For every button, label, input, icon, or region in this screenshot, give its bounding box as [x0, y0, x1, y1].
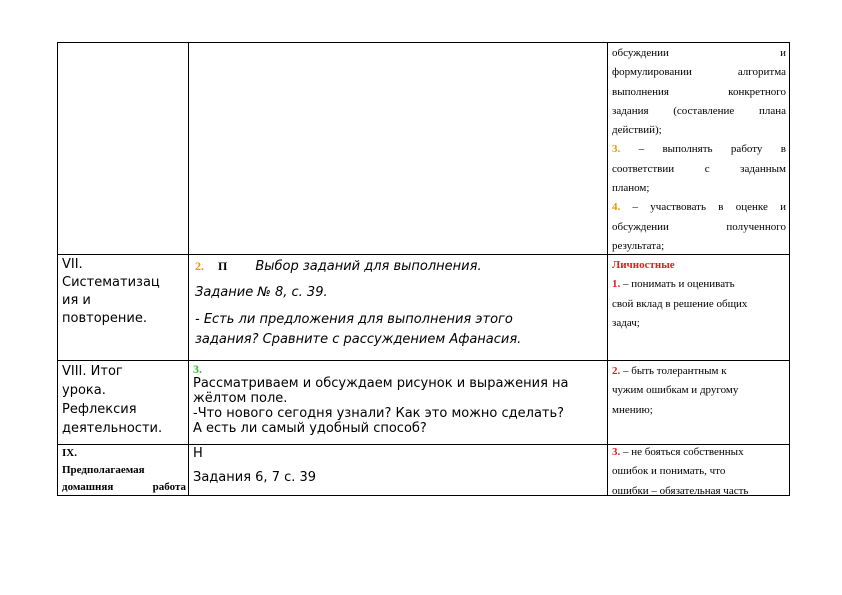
row2-question-line: задания? Сравните с рассуждением Афанасия.	[195, 332, 522, 347]
row2-stage-cell	[62, 256, 186, 328]
row3-body-line: Рассматриваем и обсуждаем рисунок и выражения на	[193, 376, 569, 391]
stage-line: VII.	[62, 257, 83, 272]
row2-task-title: Выбор заданий для выполнения.	[255, 259, 482, 274]
right-number: 2.	[612, 365, 621, 377]
personal-heading: Личностные	[612, 259, 675, 271]
row1-item4-line: результата;	[612, 239, 665, 252]
right-number: 3.	[612, 446, 621, 458]
row4-task: Задания 6, 7 с. 39	[193, 470, 317, 485]
row1-item3-line: соответствии с заданным	[612, 162, 786, 175]
row2-content-cell	[195, 256, 605, 350]
item4-text: – участвовать в оценке и	[620, 201, 786, 214]
stage-line: Рефлексия	[62, 402, 137, 417]
row1-line: действий);	[612, 124, 662, 137]
row2-right-cell	[612, 256, 786, 333]
row4-right-line: ошибок и понимать, что	[612, 465, 726, 478]
row3-right-line	[612, 362, 786, 381]
row3-number: 3.	[193, 362, 202, 376]
row3-right-line: мнению;	[612, 403, 653, 416]
row3-content-cell	[193, 362, 605, 436]
row3-body-line: А есть ли самый удобный способ?	[193, 421, 427, 436]
row2-task-ref: Задание № 8, с. 39.	[195, 285, 328, 300]
item3-text: – выполнять работу в	[620, 143, 786, 156]
row3-body-line: жёлтом поле.	[193, 391, 288, 406]
item3-number: 3.	[612, 143, 621, 156]
row2-number: 2.	[195, 259, 204, 273]
row2-question-line: - Есть ли предложения для выполнения этого	[195, 312, 513, 327]
row1-item3-line	[612, 140, 786, 159]
stage-line: VIII. Итог	[62, 364, 123, 379]
col-divider-2	[607, 43, 608, 495]
row1-item4-line: обсуждении полученного	[612, 220, 786, 233]
row4-stage-cell	[62, 445, 186, 496]
row1-line: обсуждении и	[612, 47, 786, 59]
row1-line: задания (составление плана	[612, 104, 786, 117]
row2-right-line: задач;	[612, 316, 640, 329]
col-divider-1	[188, 43, 189, 495]
lesson-table	[57, 42, 790, 496]
row4-content-cell	[193, 445, 605, 486]
row3-right-line: чужим ошибкам и другому	[612, 384, 739, 397]
row4-right-cell	[612, 443, 786, 501]
right-text: – не бояться собственных	[620, 446, 744, 458]
row2-right-line	[612, 275, 786, 294]
right-text: – быть толерантным к	[620, 365, 727, 377]
row1-item4-line	[612, 198, 786, 217]
stage-line: ия и	[62, 293, 91, 308]
row4-letter: Н	[193, 446, 203, 461]
row3-right-cell	[612, 362, 786, 420]
row-divider-2	[58, 360, 789, 361]
row3-body-line: -Что нового сегодня узнали? Как это можно сделать?	[193, 406, 565, 421]
stage-line: повторение.	[62, 311, 147, 326]
row3-stage-cell	[62, 362, 186, 438]
stage-line: IX.	[62, 447, 77, 459]
stage-line: домашняя работа	[62, 481, 186, 493]
row2-letter: П	[218, 259, 228, 273]
row1-line: выполнения конкретного	[612, 85, 786, 98]
stage-line: деятельности.	[62, 421, 163, 436]
stage-line: урока.	[62, 383, 106, 398]
right-number: 1.	[612, 278, 621, 291]
row2-right-line: свой вклад в решение общих	[612, 297, 748, 310]
stage-line: Систематизац	[62, 275, 160, 290]
right-text: – понимать и оценивать	[620, 278, 735, 291]
row1-item3-line: планом;	[612, 182, 650, 195]
stage-line: Предполагаемая	[62, 464, 145, 476]
item4-number: 4.	[612, 201, 621, 214]
row4-right-line: ошибки – обязательная часть	[612, 484, 749, 497]
row4-right-line	[612, 443, 786, 462]
row1-line: формулировании алгоритма	[612, 66, 786, 79]
row1-right-cell	[612, 44, 786, 256]
